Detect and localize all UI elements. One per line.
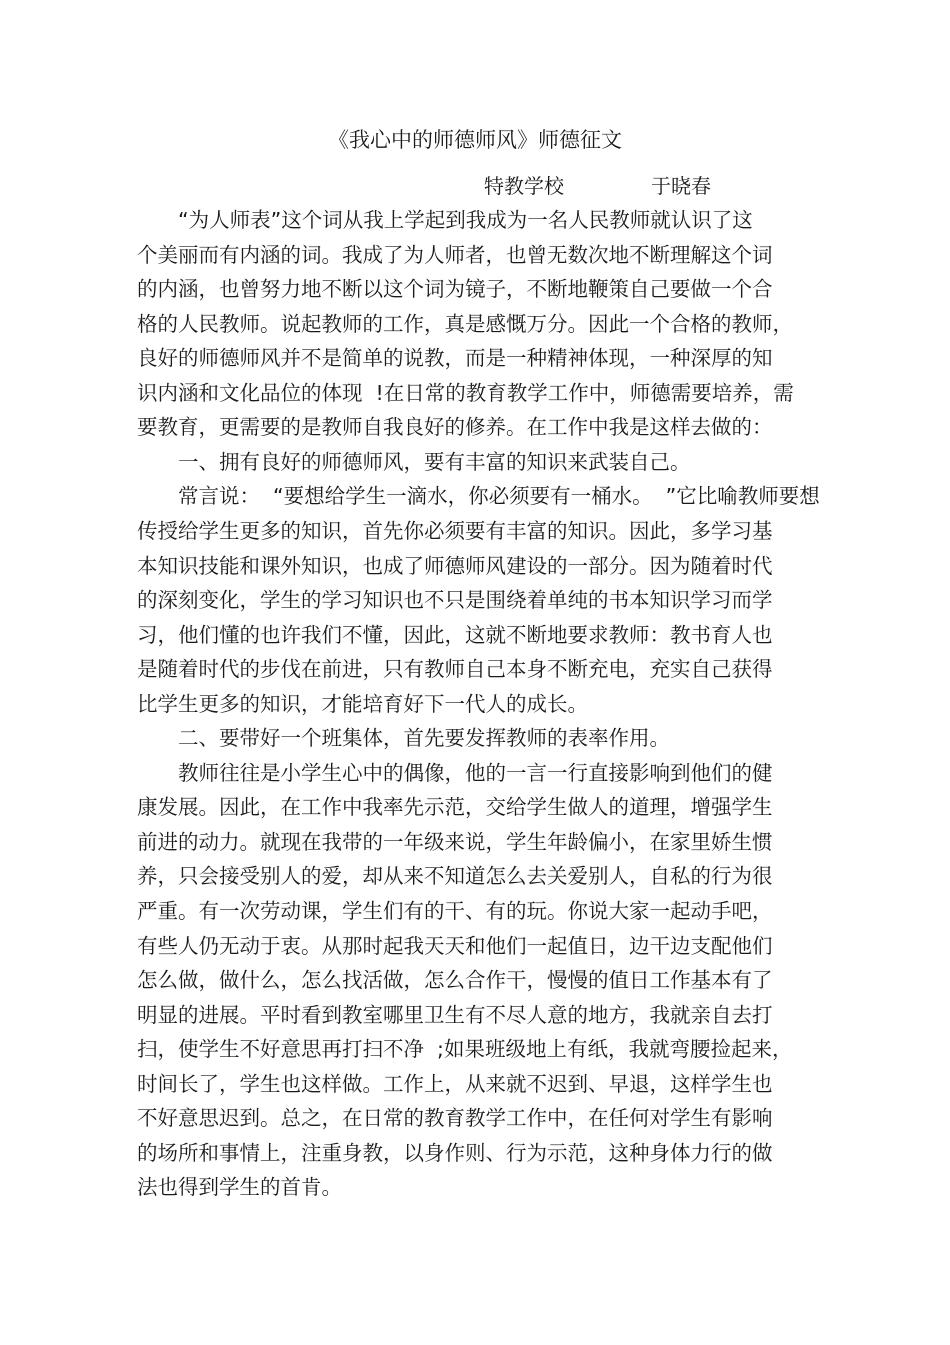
body-line: 本知识技能和课外知识，也成了师德师风建设的一部分。因为随着时代 — [137, 553, 773, 578]
body-line: 康发展。因此，在工作中我率先示范，交给学生做人的道理，增强学生 — [137, 795, 773, 820]
body-line: 扫，使学生不好意思再打扫不净 ;如果班级地上有纸，我就弯腰捡起来， — [137, 1037, 793, 1062]
body-line: 的场所和事情上，注重身教，以身作则、行为示范，这种身体力行的做 — [137, 1140, 773, 1165]
body-line: 常言说： “要想给学生一滴水，你必须要有一桶水。 ”它比喻教师要想 — [137, 484, 820, 509]
body-line: 养，只会接受别人的爱，却从来不知道怎么去关爱别人，自私的行为很 — [137, 864, 773, 889]
author-name: 于晓春 — [651, 174, 711, 198]
page-title: 《我心中的师德师风》师德征文 — [328, 128, 622, 152]
body-line: 不好意思迟到。总之，在日常的教育教学工作中，在任何对学生有影响 — [137, 1106, 773, 1131]
body-line: 识内涵和文化品位的体现 !在日常的教育教学工作中，师德需要培养，需 — [137, 380, 794, 405]
body-line: 的内涵，也曾努力地不断以这个词为镜子，不断地鞭策自己要做一个合 — [137, 277, 773, 302]
body-line: 前进的动力。就现在我带的一年级来说，学生年龄偏小，在家里娇生惯 — [137, 829, 773, 854]
body-line: 明显的进展。平时看到教室哪里卫生有不尽人意的地方，我就亲自去打 — [137, 1002, 773, 1027]
body-line: 习，他们懂的也许我们不懂，因此，这就不断地要求教师：教书育人也 — [137, 622, 773, 647]
body-line: 比学生更多的知识，才能培育好下一代人的成长。 — [137, 691, 588, 716]
body-line: “为人师表”这个词从我上学起到我成为一名人民教师就认识了这 — [137, 208, 753, 232]
author-school: 特教学校 — [484, 174, 564, 198]
body-line: 法也得到学生的首肯。 — [137, 1175, 342, 1200]
body-line: 良好的师德师风并不是简单的说教，而是一种精神体现，一种深厚的知 — [137, 346, 773, 371]
body-line: 是随着时代的步伐在前进，只有教师自己本身不断充电，充实自己获得 — [137, 657, 773, 682]
body-line: 的深刻变化，学生的学习知识也不只是围绕着单纯的书本知识学习而学 — [137, 588, 773, 613]
body-line: 要教育，更需要的是教师自我良好的修养。在工作中我是这样去做的： — [137, 415, 773, 440]
body-line: 格的人民教师。说起教师的工作，真是感慨万分。因此一个合格的教师， — [137, 311, 793, 336]
body-line: 有些人仍无动于衷。从那时起我天天和他们一起值日，边干边支配他们 — [137, 933, 773, 958]
body-line: 二、要带好一个班集体，首先要发挥教师的表率作用。 — [137, 726, 670, 751]
body-line: 教师往往是小学生心中的偶像，他的一言一行直接影响到他们的健 — [137, 760, 773, 785]
body-line: 严重。有一次劳动课，学生们有的干、有的玩。你说大家一起动手吧， — [137, 899, 773, 923]
body-line: 时间长了，学生也这样做。工作上，从来就不迟到、早退，这样学生也 — [137, 1071, 773, 1096]
body-line: 一、拥有良好的师德师风，要有丰富的知识来武装自己。 — [137, 449, 691, 474]
body-line: 传授给学生更多的知识，首先你必须要有丰富的知识。因此，多学习基 — [137, 518, 773, 543]
body-line: 怎么做，做什么，怎么找活做，怎么合作干，慢慢的值日工作基本有了 — [137, 968, 773, 993]
body-line: 个美丽而有内涵的词。我成了为人师者，也曾无数次地不断理解这个词 — [137, 242, 773, 267]
